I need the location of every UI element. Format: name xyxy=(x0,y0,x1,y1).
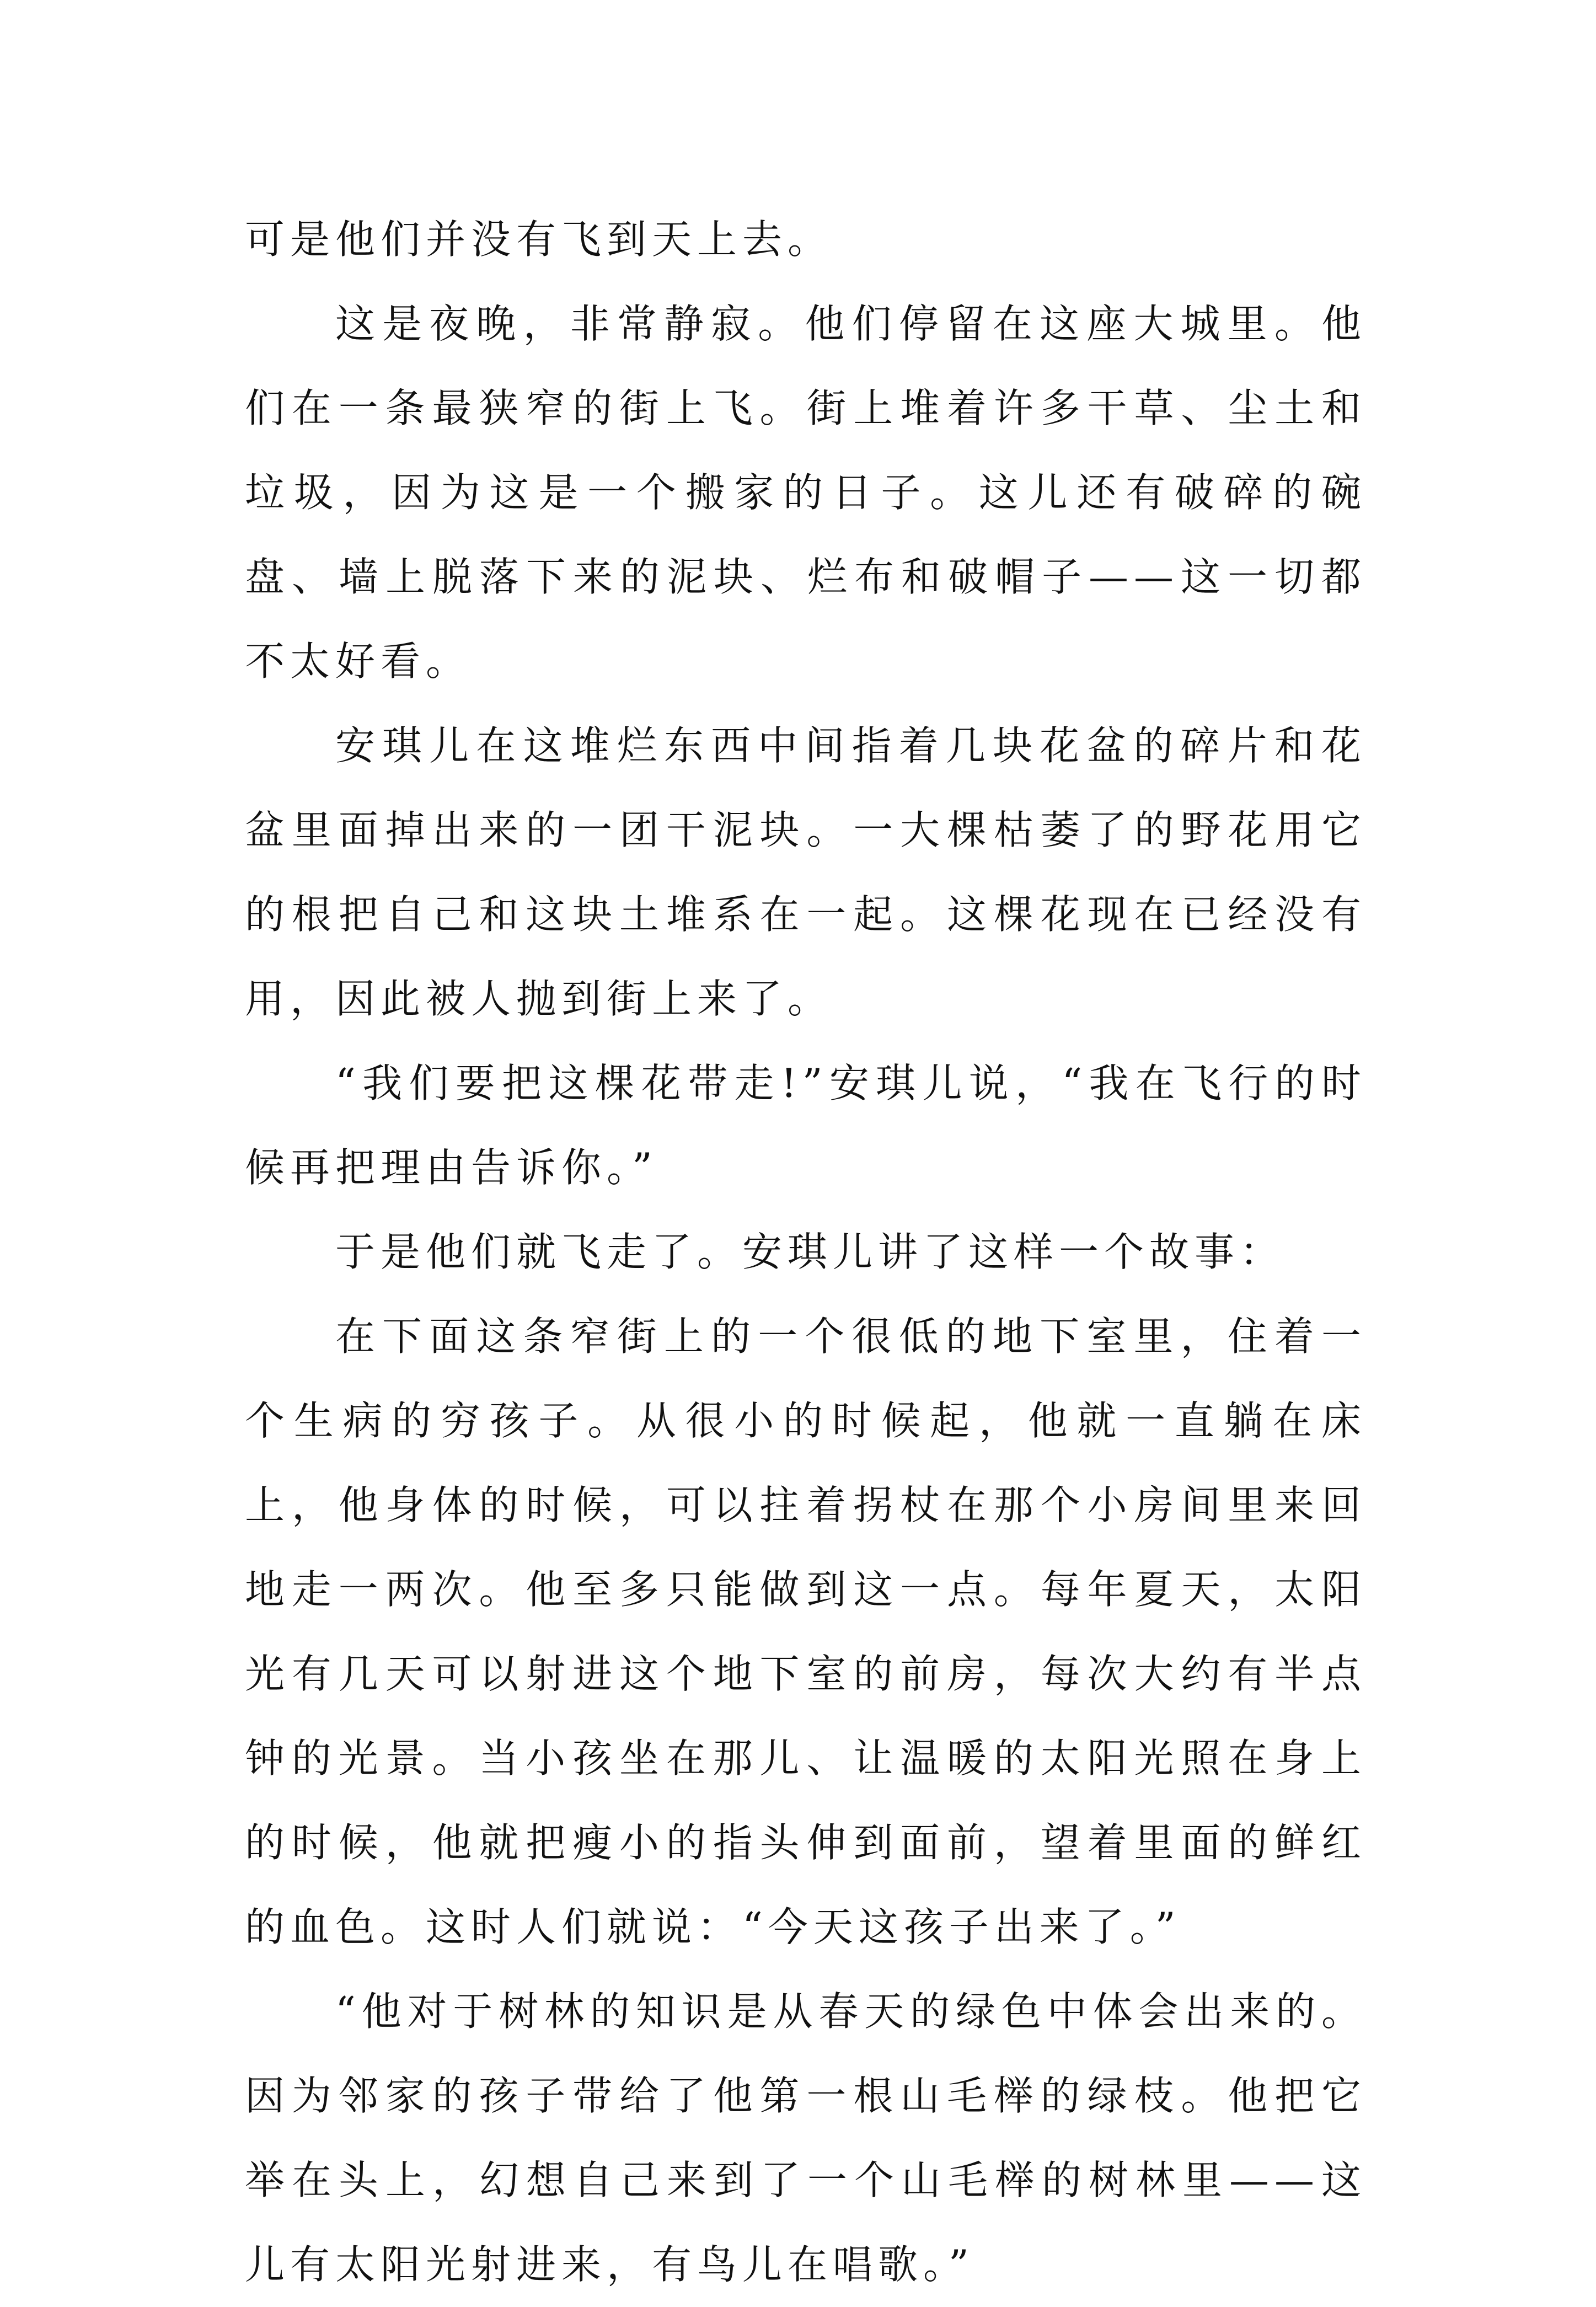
paragraph: 于是他们就飞走了。安琪儿讲了这样一个故事： xyxy=(335,1229,1286,1275)
paragraph: 这是夜晚，非常静寂。他们停留在这座大城里。他们在一条最狭窄的街上飞。街上堆着许多干草、尘土和垃圾，因为这是一个搬家的日子。这儿还有破碎的碗盘、墙上脱落下来的泥块、烂布和破帽子——这一切都不太好看。 xyxy=(245,301,1367,684)
paragraph: 可是他们并没有飞到天上去。 xyxy=(245,216,833,263)
paragraph: 在下面这条窄街上的一个很低的地下室里，住着一个生病的穷孩子。从很小的时候起，他就一直躺在床上，他身体的时候，可以拄着拐杖在那个小房间里来回地走一两次。他至多只能做到这一点。每年夏天，太阳光有几天可以射进这个地下室的前房，每次大约有半点钟的光景。当小孩坐在那儿、让温暖的太阳光照在身上的时候，他就把瘦小的指头伸到面前，望着里面的鲜红的血色。这时人们就说：“今天这孩子出来了。” xyxy=(245,1313,1367,1950)
body-text xyxy=(245,197,1367,2307)
paragraph: 安琪儿在这堆烂东西中间指着几块花盆的碎片和花盆里面掉出来的一团干泥块。一大棵枯萎了的野花用它的根把自己和这块土堆系在一起。这棵花现在已经没有用，因此被人抛到街上来了。 xyxy=(245,722,1367,1022)
paragraph: “我们要把这棵花带走!”安琪儿说，“我在飞行的时候再把理由告诉你。” xyxy=(245,1060,1367,1191)
paragraph: “他对于树林的知识是从春天的绿色中体会出来的。因为邻家的孩子带给了他第一根山毛榉的绿枝。他把它举在头上，幻想自己来到了一个山毛榉的树林里——这儿有太阳光射进来，有鸟儿在唱歌。” xyxy=(245,1988,1367,2288)
